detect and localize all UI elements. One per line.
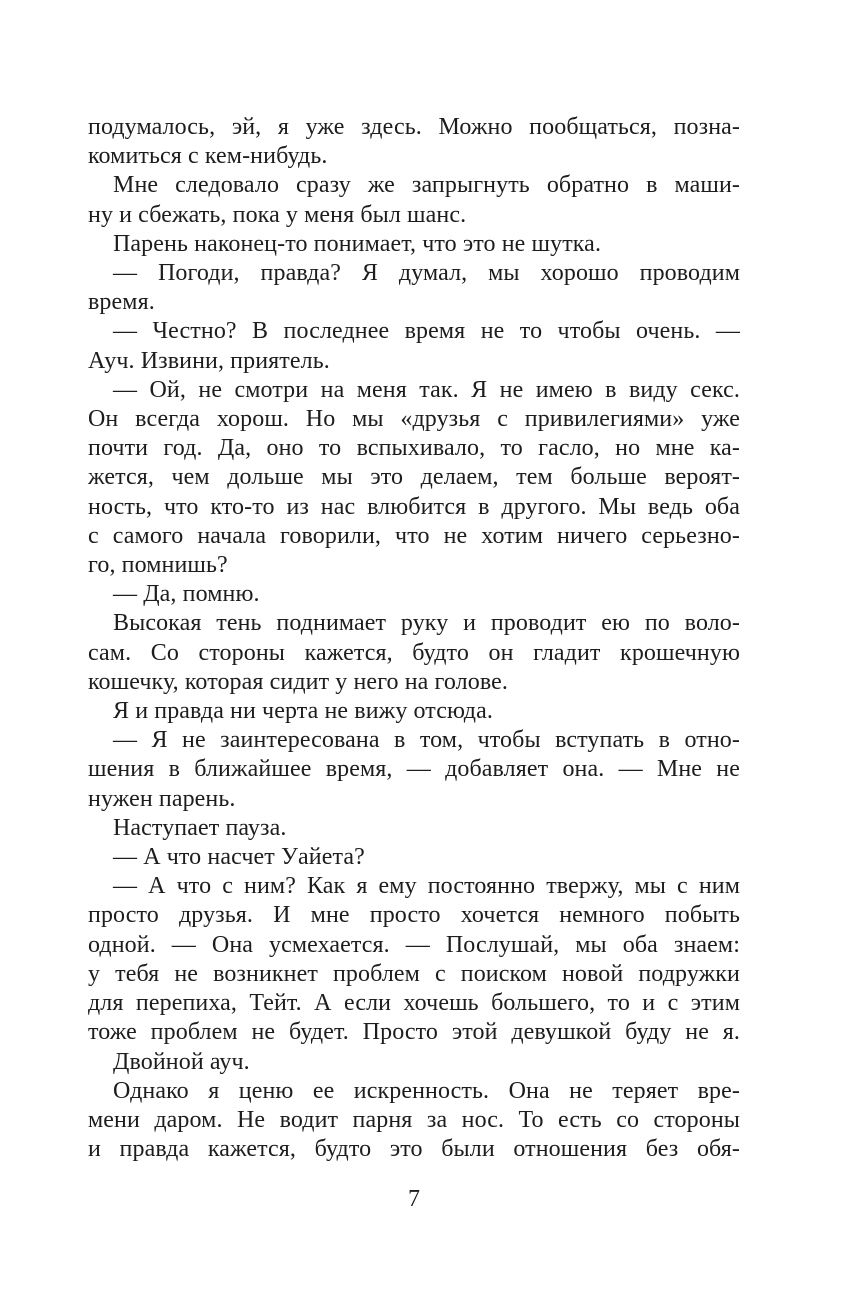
text-line: для перепиха, Тейт. А если хочешь большего, то и с этим — [88, 990, 740, 1017]
text-line: подумалось, эй, я уже здесь. Можно пообщаться, позна- — [88, 114, 740, 140]
text-line: шения в ближайшее время, — добавляет она. — Мне не — [88, 756, 740, 783]
text-line: у тебя не возникнет проблем с поиском новой подружки — [88, 960, 740, 987]
text-line: — Погоди, правда? Я думал, мы хорошо проводим — [113, 260, 740, 287]
text-line: почти год. Да, оно то вспыхивало, то гасло, но мне ка- — [88, 435, 740, 462]
text-line: с самого начала говорили, что не хотим ничего серьезно- — [88, 522, 740, 549]
text-line: одной. — Она усмехается. — Послушай, мы оба знаем: — [88, 931, 740, 958]
text-line: Я и правда ни черта не вижу отсюда. — [113, 698, 493, 725]
text-line: Он всегда хорош. Но мы «друзья с привилегиями» уже — [88, 406, 740, 433]
text-line: и правда кажется, будто это были отношения без обя- — [88, 1136, 740, 1163]
body-text — [88, 113, 740, 1164]
text-line: время. — [88, 289, 155, 316]
text-line: нужен парень. — [88, 785, 236, 812]
text-line: Наступает пауза. — [113, 814, 287, 841]
text-line: Парень наконец-то понимает, что это не шутка. — [113, 230, 602, 257]
text-line: мени даром. Не водит парня за нос. То есть со стороны — [88, 1106, 740, 1133]
text-line: Мне следовало сразу же запрыгнуть обратно в маши- — [113, 172, 740, 199]
text-line: просто друзья. И мне просто хочется немного побыть — [88, 902, 740, 929]
text-line: Однако я ценю ее искренность. Она не теряет вре- — [113, 1077, 740, 1104]
text-line: — Я не заинтересована в том, чтобы вступать в отно- — [113, 727, 740, 754]
text-line: — А что насчет Уайета? — [113, 844, 365, 871]
text-line: Двойной ауч. — [113, 1048, 250, 1075]
text-line: — Честно? В последнее время не то чтобы очень. — — [113, 318, 740, 345]
text-line: комиться с кем-нибудь. — [88, 143, 328, 170]
text-line: го, помнишь? — [88, 552, 228, 579]
page-number: 7 — [408, 1186, 420, 1212]
text-line: сам. Со стороны кажется, будто он гладит крошечную — [88, 639, 740, 666]
text-line: тоже проблем не будет. Просто этой девушкой буду не я. — [88, 1019, 740, 1046]
text-line: кошечку, которая сидит у него на голове. — [88, 668, 508, 695]
text-line: ну и сбежать, пока у меня был шанс. — [88, 201, 467, 228]
text-line: — А что с ним? Как я ему постоянно твержу, мы с ним — [113, 873, 740, 900]
text-line: жется, чем дольше мы это делаем, тем больше вероят- — [88, 464, 740, 491]
text-line: — Ой, не смотри на меня так. Я не имею в виду секс. — [113, 376, 740, 403]
text-line: Высокая тень поднимает руку и проводит ею по воло- — [113, 610, 740, 637]
text-line: Ауч. Извини, приятель. — [88, 347, 330, 374]
text-line: ность, что кто-то из нас влюбится в другого. Мы ведь оба — [88, 493, 740, 520]
text-line: — Да, помню. — [113, 581, 260, 608]
